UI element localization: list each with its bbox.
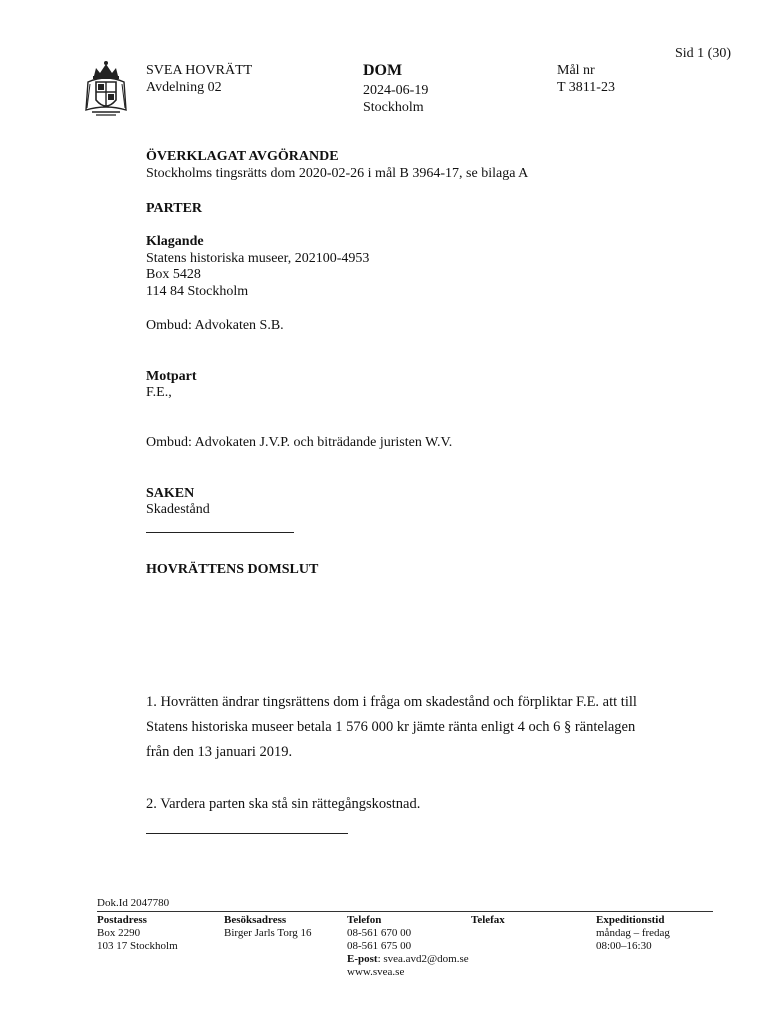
claimant-box: Box 5428 bbox=[146, 267, 201, 282]
parties-heading: PARTER bbox=[146, 201, 203, 216]
ruling-end-divider bbox=[146, 833, 348, 834]
phone-line: 08-561 670 00 bbox=[347, 927, 412, 939]
fax-label: Telefax bbox=[471, 914, 505, 926]
phone-line: 08-561 675 00 bbox=[347, 940, 412, 952]
ruling-heading: HOVRÄTTENS DOMSLUT bbox=[146, 562, 319, 577]
visit-line: Birger Jarls Torg 16 bbox=[224, 927, 312, 939]
document-type: DOM bbox=[363, 62, 403, 79]
email-line bbox=[347, 953, 469, 966]
footer-visit-column bbox=[224, 914, 312, 940]
court-name: SVEA HOVRÄTT bbox=[146, 63, 253, 78]
respondent-counsel: Ombud: Advokaten J.V.P. och biträdande juristen W.V. bbox=[146, 435, 453, 450]
hours-line: 08:00–16:30 bbox=[596, 940, 652, 952]
phone-label: Telefon bbox=[347, 914, 382, 926]
postal-line: 103 17 Stockholm bbox=[97, 940, 178, 952]
respondent-name: F.E., bbox=[146, 385, 172, 400]
document-id: Dok.Id 2047780 bbox=[97, 897, 170, 909]
email-label: E-post bbox=[347, 953, 378, 965]
postal-label: Postadress bbox=[97, 914, 147, 926]
division: Avdelning 02 bbox=[146, 80, 222, 95]
visit-label: Besöksadress bbox=[224, 914, 287, 926]
claimant-heading: Klagande bbox=[146, 234, 204, 249]
hours-line: måndag – fredag bbox=[596, 927, 670, 939]
matter-heading: SAKEN bbox=[146, 486, 195, 501]
respondent-heading: Motpart bbox=[146, 369, 197, 384]
court-crest-icon bbox=[84, 60, 128, 118]
footer-phone-column bbox=[347, 914, 469, 979]
appealed-text: Stockholms tingsrätts dom 2020-02-26 i mål B 3964-17, se bilaga A bbox=[146, 166, 529, 181]
ruling-point-1-line-2: Statens historiska museer betala 1 576 000 kr jämte ränta enligt 4 och 6 § räntelagen bbox=[146, 719, 636, 735]
section-divider bbox=[146, 532, 294, 533]
ruling-point-1-line-3: från den 13 januari 2019. bbox=[146, 744, 293, 760]
page-number: Sid 1 (30) bbox=[675, 46, 731, 61]
claimant-counsel: Ombud: Advokaten S.B. bbox=[146, 318, 284, 333]
footer-divider bbox=[97, 911, 713, 912]
hours-label: Expeditionstid bbox=[596, 914, 665, 926]
claimant-name: Statens historiska museer, 202100-4953 bbox=[146, 251, 370, 266]
claimant-postcode: 114 84 Stockholm bbox=[146, 284, 249, 299]
document-city: Stockholm bbox=[363, 100, 424, 115]
appealed-heading: ÖVERKLAGAT AVGÖRANDE bbox=[146, 149, 339, 164]
website-link[interactable]: www.svea.se bbox=[347, 966, 405, 978]
email-value[interactable]: : svea.avd2@dom.se bbox=[377, 953, 469, 965]
footer-fax-column bbox=[471, 914, 505, 927]
case-number: T 3811-23 bbox=[557, 80, 615, 95]
document-date: 2024-06-19 bbox=[363, 83, 429, 98]
ruling-point-1-line-1: 1. Hovrätten ändrar tingsrättens dom i fråga om skadestånd och förpliktar F.E. att till bbox=[146, 694, 637, 710]
matter-text: Skadestånd bbox=[146, 502, 210, 517]
case-label: Mål nr bbox=[557, 63, 595, 78]
postal-line: Box 2290 bbox=[97, 927, 141, 939]
footer-postal-column bbox=[97, 914, 178, 953]
footer-hours-column bbox=[596, 914, 670, 953]
ruling-point-2: 2. Vardera parten ska stå sin rättegångskostnad. bbox=[146, 796, 421, 812]
